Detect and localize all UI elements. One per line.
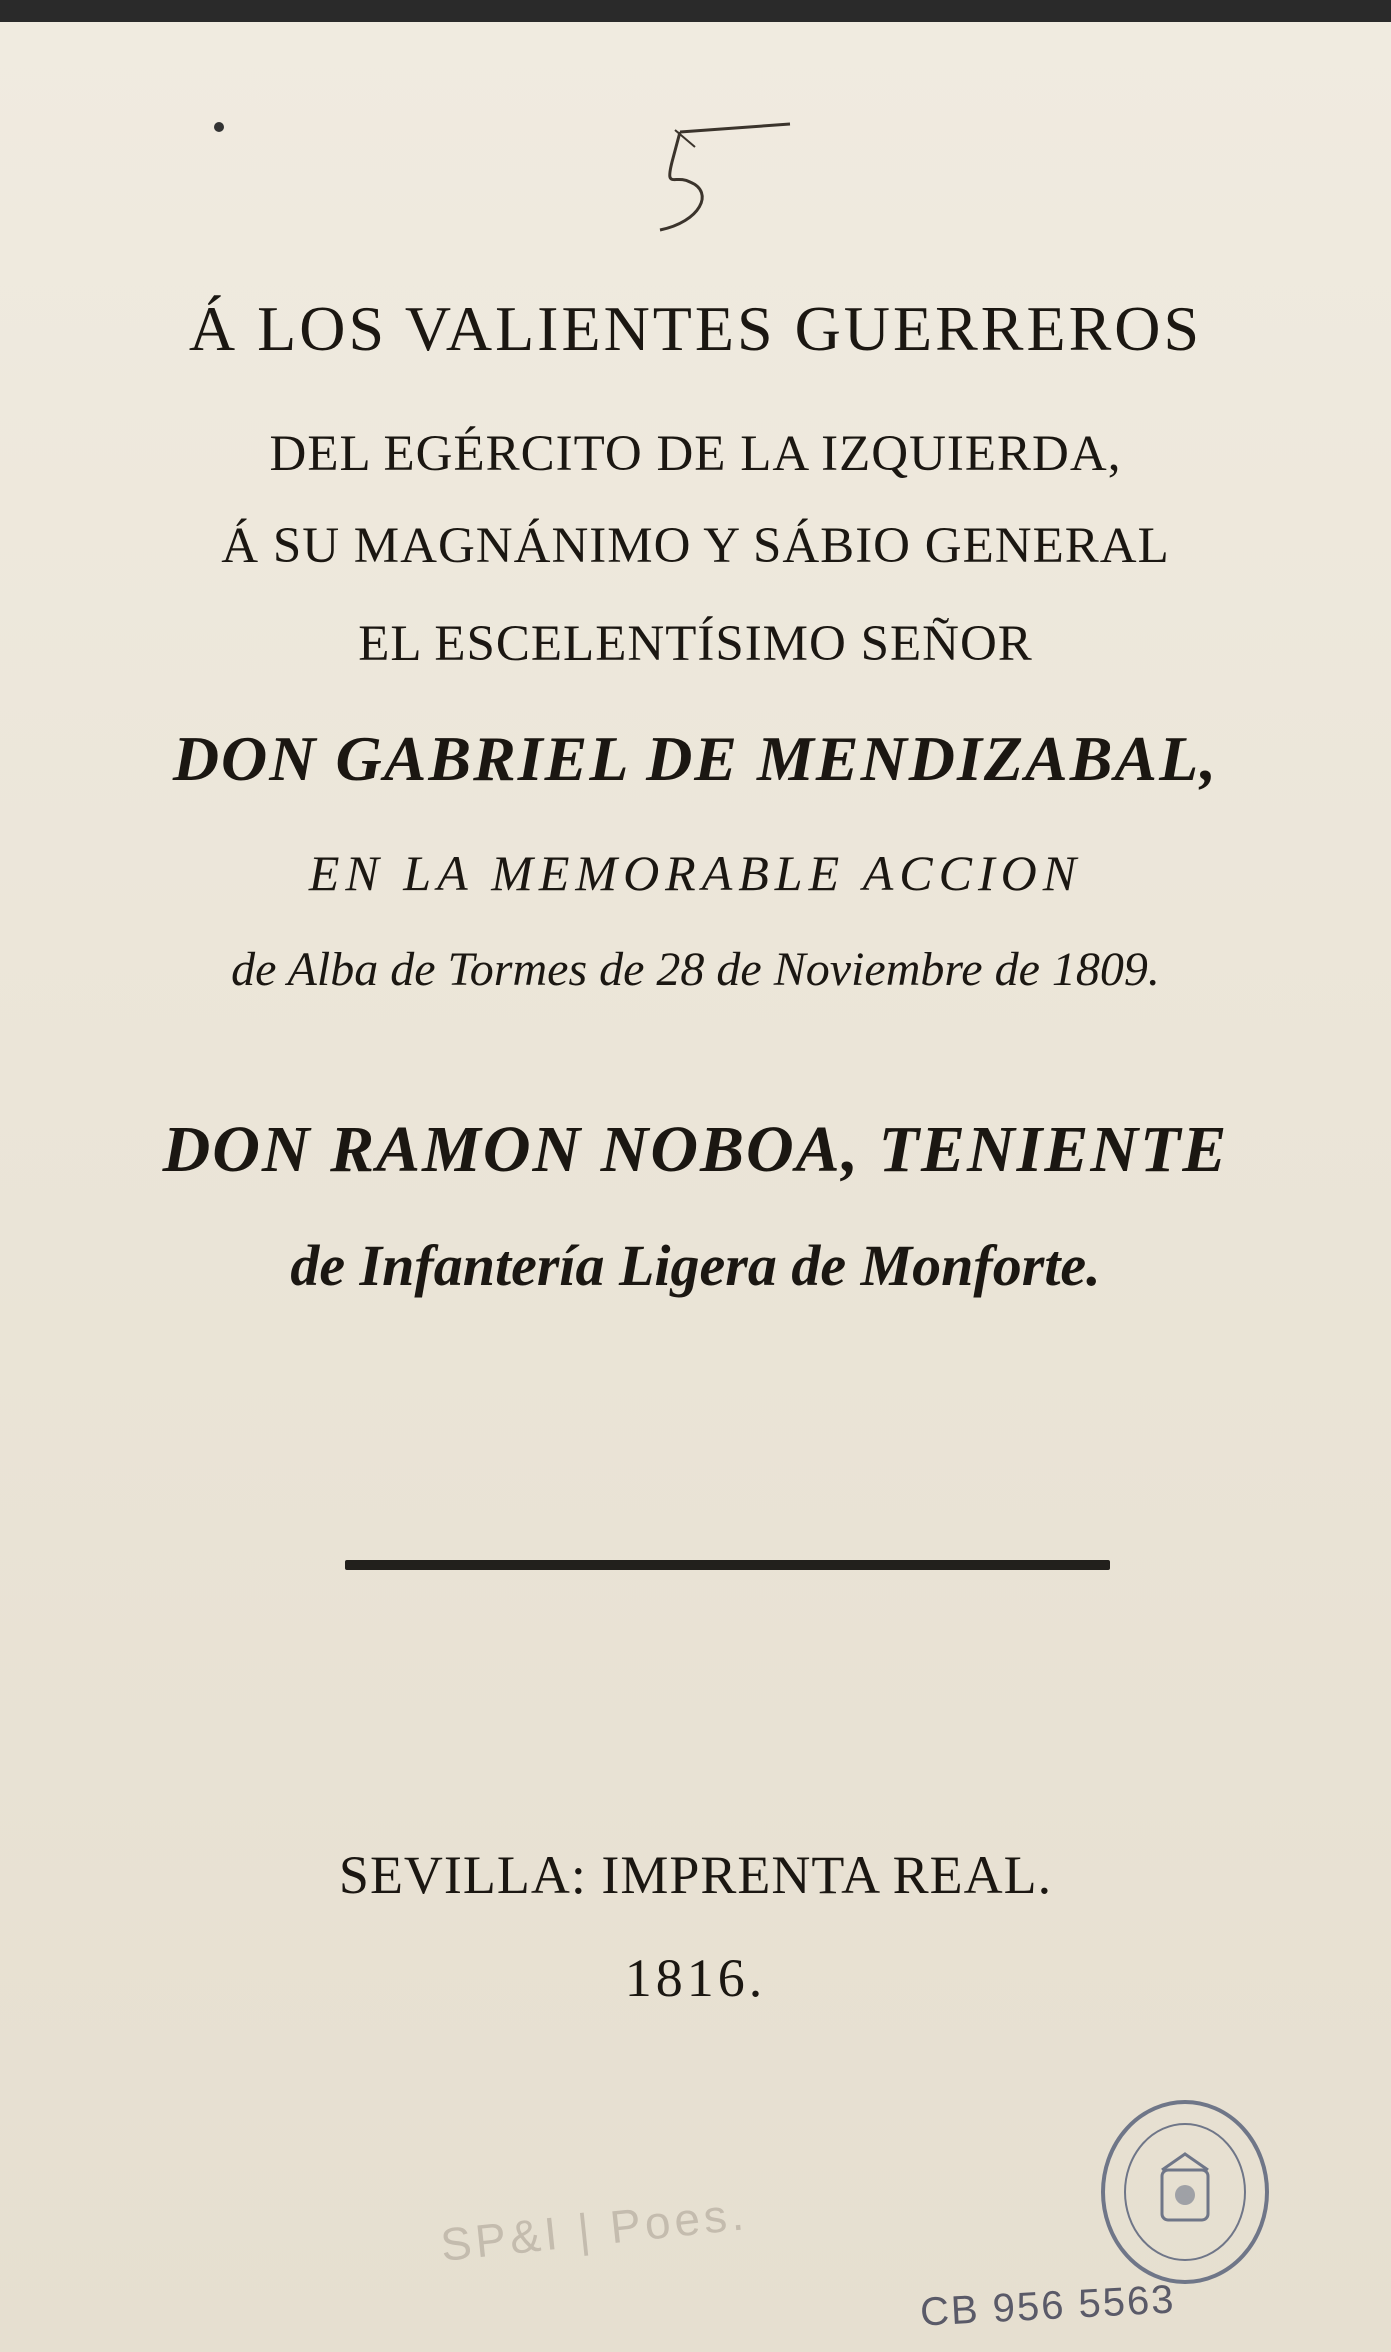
- author-regiment: de Infantería Ligera de Monforte.: [290, 1233, 1101, 1298]
- imprint-place-printer: SEVILLA: IMPRENTA REAL.: [338, 1845, 1053, 1905]
- heading-line-4: EL ESCELENTÍSIMO SEÑOR: [358, 616, 1033, 672]
- call-number: CB 956 5563: [918, 2277, 1177, 2335]
- dedicatee-name: DON GABRIEL DE MENDIZABAL,: [172, 723, 1219, 794]
- author-name: DON RAMON NOBOA, TENIENTE: [162, 1113, 1229, 1186]
- library-stamp: [1090, 2092, 1280, 2292]
- heading-line-3: Á SU MAGNÁNIMO Y SÁBIO GENERAL: [221, 518, 1170, 574]
- imprint-year: 1816.: [624, 1948, 767, 2008]
- shelf-mark: SP&I | Poes.: [438, 2187, 750, 2271]
- divider-rule: [345, 1560, 1110, 1570]
- heading-line-2: DEL EGÉRCITO DE LA IZQUIERDA,: [269, 426, 1122, 482]
- scan-top-border: [0, 0, 1391, 22]
- battle-date-line: de Alba de Tormes de 28 de Noviembre de 1809.: [231, 943, 1160, 996]
- ink-dot: [214, 122, 224, 132]
- heading-line-6: EN LA MEMORABLE ACCION: [308, 845, 1083, 901]
- folio-number-mark: [620, 112, 800, 232]
- title-page: [0, 22, 1391, 2352]
- heading-line-1: Á LOS VALIENTES GUERREROS: [188, 293, 1203, 364]
